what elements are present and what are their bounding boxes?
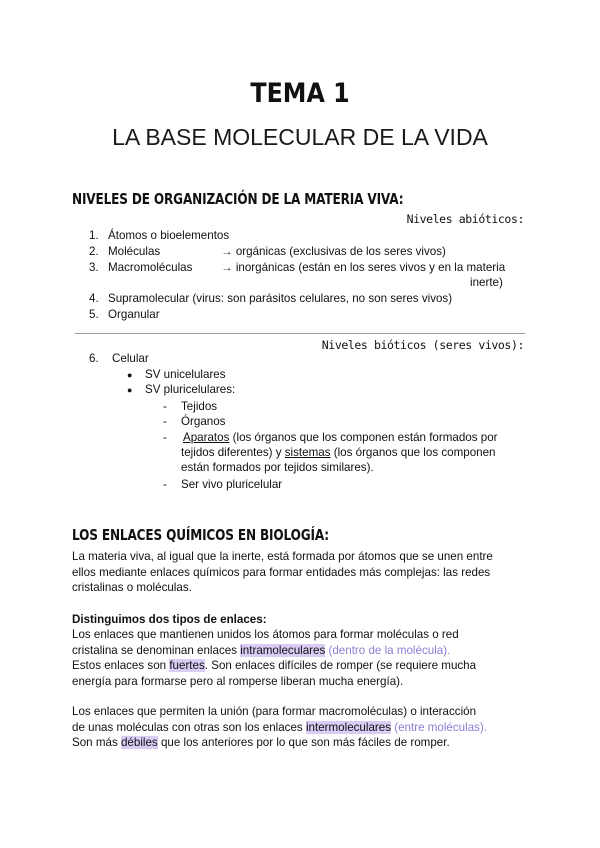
list-number: 4. — [89, 292, 99, 305]
text-line — [72, 643, 532, 659]
text-span: Estos enlaces son — [72, 659, 170, 672]
text-span: de unas moléculas con otras son los enlaces — [72, 720, 306, 734]
list-item: Celular — [112, 352, 149, 365]
note-dentro: (dentro de la molécula). — [325, 643, 451, 657]
dash-icon: - — [163, 431, 167, 444]
list-item: Moléculas — [108, 245, 161, 258]
bullet-item: SV unicelulares — [145, 368, 226, 381]
list-number: 3. — [89, 261, 99, 274]
paragraph-2 — [72, 627, 532, 689]
paragraph-3 — [72, 704, 532, 751]
text-span: Son más — [72, 736, 121, 749]
text-line: Los enlaces que permiten la unión (para formar macromoléculas) o interacción — [72, 705, 477, 718]
text-span: . Son enlaces difíciles de romper (se requiere mucha — [204, 659, 477, 672]
highlight-intermoleculares: intermoleculares — [305, 720, 392, 734]
text-line: Los enlaces que mantienen unidos los átomos para formar moléculas o red — [72, 628, 459, 641]
sub-heading: Distinguimos dos tipos de enlaces: — [72, 613, 267, 626]
arrow-organicas: → orgánicas (exclusivas de los seres vivos) — [221, 245, 446, 258]
arrow-inorganicas: → inorgánicas (están en los seres vivos y en la materia — [221, 261, 506, 274]
dash-item-cont — [181, 445, 496, 461]
aparatos-term: Aparatos — [183, 431, 230, 444]
arrow-inorganicas-cont: inerte) — [470, 276, 503, 289]
text-line: La materia viva, al igual que la inerte, está formada por átomos que se unen entre — [72, 550, 493, 563]
section-heading-niveles: NIVELES DE ORGANIZACIÓN DE LA MATERIA VIVA: — [72, 190, 404, 208]
text-line: ellos mediante enlaces químicos para formar entidades más complejas: las redes — [72, 565, 491, 579]
dash-icon: - — [163, 400, 167, 413]
list-number: 5. — [89, 308, 99, 321]
aparatos-desc2: tejidos diferentes) y — [181, 446, 285, 459]
list-number: 1. — [89, 229, 99, 242]
list-number: 6. — [89, 352, 99, 365]
page-title: TEMA 1 — [250, 78, 350, 109]
bullet-item: SV pluricelulares: — [145, 383, 236, 396]
abioticos-label: Niveles abióticos: — [406, 212, 524, 226]
bullet-icon: ● — [127, 385, 133, 395]
list-item: Organular — [108, 308, 160, 321]
bioticos-label: Niveles bióticos (seres vivos): — [321, 338, 524, 352]
text-span: que los anteriores por lo que son más fáciles de romper. — [157, 736, 450, 749]
text-line: cristalinas o moléculas. — [72, 581, 192, 594]
text-line: energía para formarse pero al romperse liberan mucha energía). — [72, 674, 404, 688]
highlight-fuertes: fuertes — [169, 659, 205, 672]
dash-item-aparatos — [183, 430, 498, 446]
bullet-icon: ● — [127, 370, 133, 380]
text-line — [72, 720, 532, 736]
list-item: Macromoléculas — [108, 261, 193, 274]
page-subtitle: LA BASE MOLECULAR DE LA VIDA — [112, 124, 488, 150]
divider — [75, 333, 525, 334]
paragraph-1 — [72, 549, 532, 596]
dash-item: Órganos — [181, 415, 226, 428]
dash-icon: - — [163, 478, 167, 491]
dash-item: Ser vivo pluricelular — [181, 478, 283, 491]
note-entre: (entre moléculas). — [391, 720, 488, 734]
list-number: 2. — [89, 245, 99, 258]
list-item: Átomos o bioelementos — [108, 229, 230, 242]
sistemas-term: sistemas — [284, 446, 331, 459]
sistemas-desc: (los órganos que los componen — [330, 446, 496, 459]
dash-icon: - — [163, 415, 167, 428]
highlight-debiles: débiles — [120, 736, 158, 749]
text-line — [72, 658, 532, 674]
list-item: Supramolecular (virus: son parásitos celulares, no son seres vivos) — [108, 292, 453, 305]
highlight-intramoleculares: intramoleculares — [240, 643, 326, 657]
dash-item-cont2: están formados por tejidos similares). — [181, 461, 374, 474]
text-line — [72, 735, 532, 751]
aparatos-desc: (los órganos que los componen están formados por — [229, 431, 498, 444]
text-span: cristalina se denominan enlaces — [72, 643, 241, 657]
dash-item: Tejidos — [181, 400, 218, 413]
section-heading-enlaces: LOS ENLACES QUÍMICOS EN BIOLOGÍA: — [72, 526, 329, 544]
